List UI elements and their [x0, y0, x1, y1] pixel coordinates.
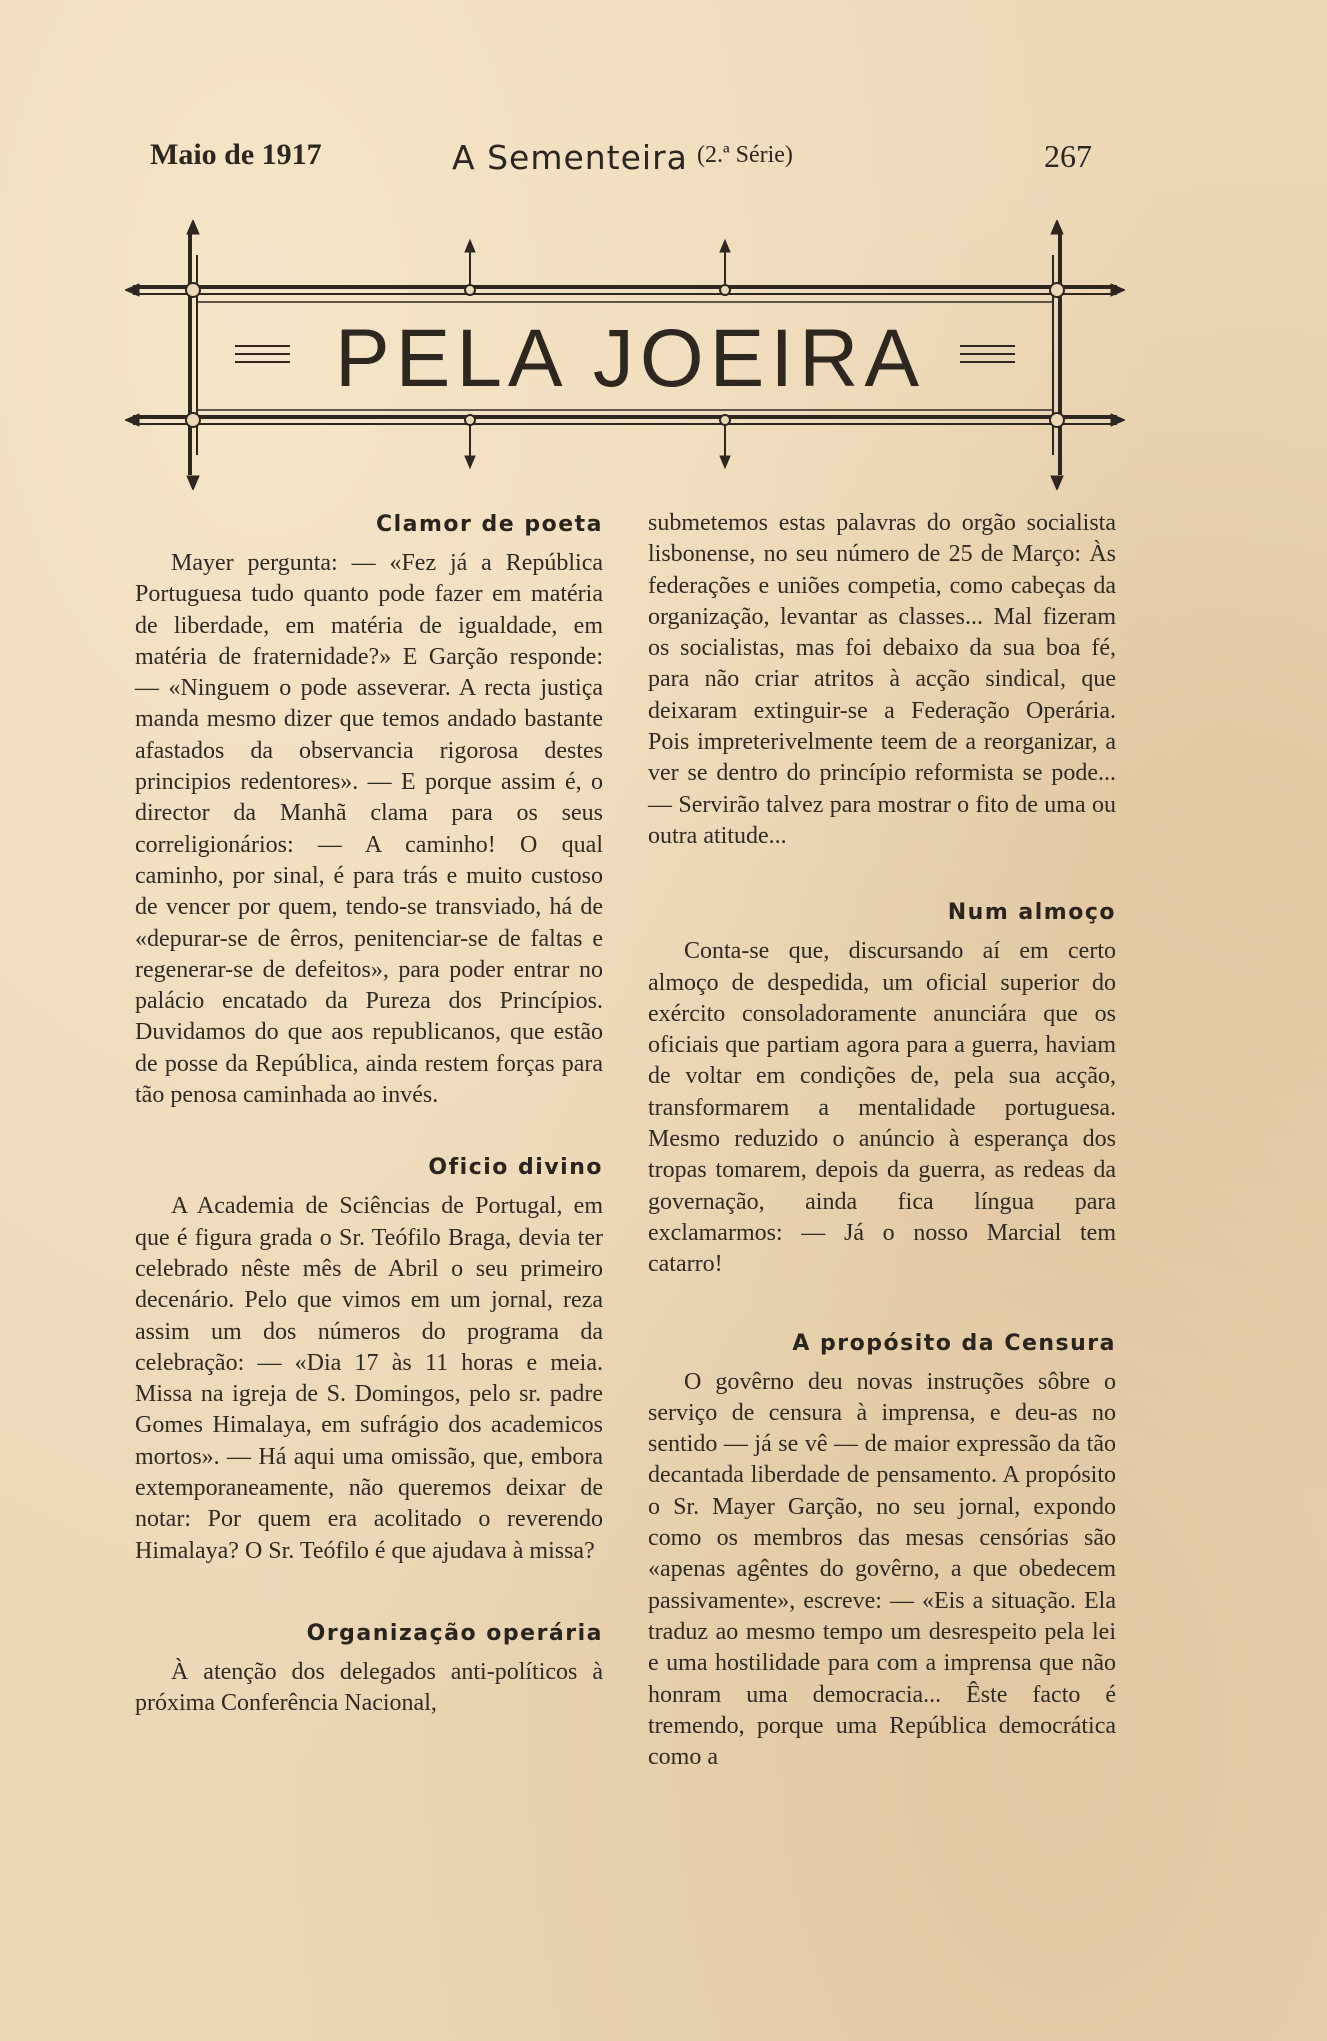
heading-num-almoco: Num almoço — [947, 900, 1116, 926]
heading-a-proposito-da-censura: A propósito da Censura — [792, 1330, 1116, 1356]
section-banner-title: PELA JOEIRA — [334, 313, 926, 404]
article-organizacao-operaria-part2: submetemos estas palavras do orgão socialista lisbonense, no seu número de 25 de Março: Às federações e uniões competia, como cabeças da organização, levantar as classes... Mal fizeram os socialistas, mas foi debaixo da sua boa fé, para não criar atritos à acção sindical, que deixaram extinguir-se a Federação Operária. Pois impreterivelmente teem de a reorganizar, a ver se dentro do princípio reformista se pode... — Servirão talvez para mostrar o fito de uma ou outra atitude... — [648, 510, 1116, 849]
article-organizacao-operaria-part1: À atenção dos delegados anti-políticos à próxima Conferência Nacional, — [135, 1658, 603, 1717]
article-num-almoco: Conta-se que, discursando aí em certo almoço de despedida, um oficial superior do exército consoladoramente anunciára que os oficiais que partiam agora para a guerra, haviam de voltar em condições de, pela sua acção, transformarem a mentalidade portuguesa. Mesmo reduzido o anúncio à esperança dos tropas tomarem, depois da guerra, as redeas da governação, ainda fica língua para exclamarmos: — Já o nosso Marcial tem catarro! — [648, 938, 1116, 1278]
left-column — [135, 510, 603, 1720]
article-clamor-de-poeta: Mayer pergunta: — «Fez já a República Portuguesa tudo quanto pode fazer em matéria de liberdade, em matéria de igualdade, em matéria de fraternidade?» E Garção responde: — «Ninguem o pode asseverar. A recta justiça manda mesmo dizer que temos andado bastante afastados da observancia rigorosa destes principios redentores». — E porque assim é, o director da Manhã clama para os seus correligionários: — A caminho! O qual caminho, por sinal, é para trás e muito custoso de vencer por quem, tendo-se transviado, há de «depurar-se de êrros, penitenciar-se de faltas e regenerar-se de defeitos», para poder entrar no palácio encatado da Pureza dos Princípios. Duvidamos do que aos republicanos, que estão de posse da República, ainda restem forças para tão penosa caminhada ao invés. — [135, 550, 603, 1109]
heading-organizacao-operaria: Organização operária — [306, 1620, 603, 1646]
article-a-proposito-da-censura: O govêrno deu novas instruções sôbre o serviço de censura à imprensa, e deu-as no sentido — já se vê — de maior expressão da tão decantada liberdade de pensamento. A propósito o Sr. Mayer Garção, no seu jornal, expondo como os membros das mesas censórias são «apenas agêntes do govêrno, a que obedecem passivamente», escreve: — «Eis a situação. Ela traduz ao mesmo tempo um desrespeito pela lei e uma hostilidade para com a imprensa que não honram uma democracia... Êste facto é tremendo, porque uma República democrática como a — [648, 1368, 1116, 1771]
heading-oficio-divino: Oficio divino — [428, 1155, 603, 1181]
issue-date: Maio de 1917 — [150, 138, 322, 171]
series-label: (2.ª Série) — [697, 142, 793, 168]
publication-title: A Sementeira — [452, 138, 688, 177]
right-column — [648, 508, 1116, 1773]
heading-clamor-de-poeta: Clamor de poeta — [375, 512, 603, 537]
article-oficio-divino: A Academia de Sciências de Portugal, em que é figura grada o Sr. Teófilo Braga, devia ter celebrado nêste mês de Abril o seu primeiro decenário. Pelo que vimos em um jornal, reza assim um dos números do programa da celebração: — «Dia 17 às 11 horas e meia. Missa na igreja de S. Domingos, pelo sr. padre Gomes Himalaya, em sufrágio dos academicos mortos». — Há aqui uma omissão, que, embora extemporaneamente, não queremos deixar de notar: Por quem era acolitado o reverendo Himalaya? O Sr. Teófilo é que ajudava à missa? — [135, 1193, 603, 1564]
page-number: 267 — [1044, 138, 1092, 174]
running-header — [150, 138, 1092, 178]
